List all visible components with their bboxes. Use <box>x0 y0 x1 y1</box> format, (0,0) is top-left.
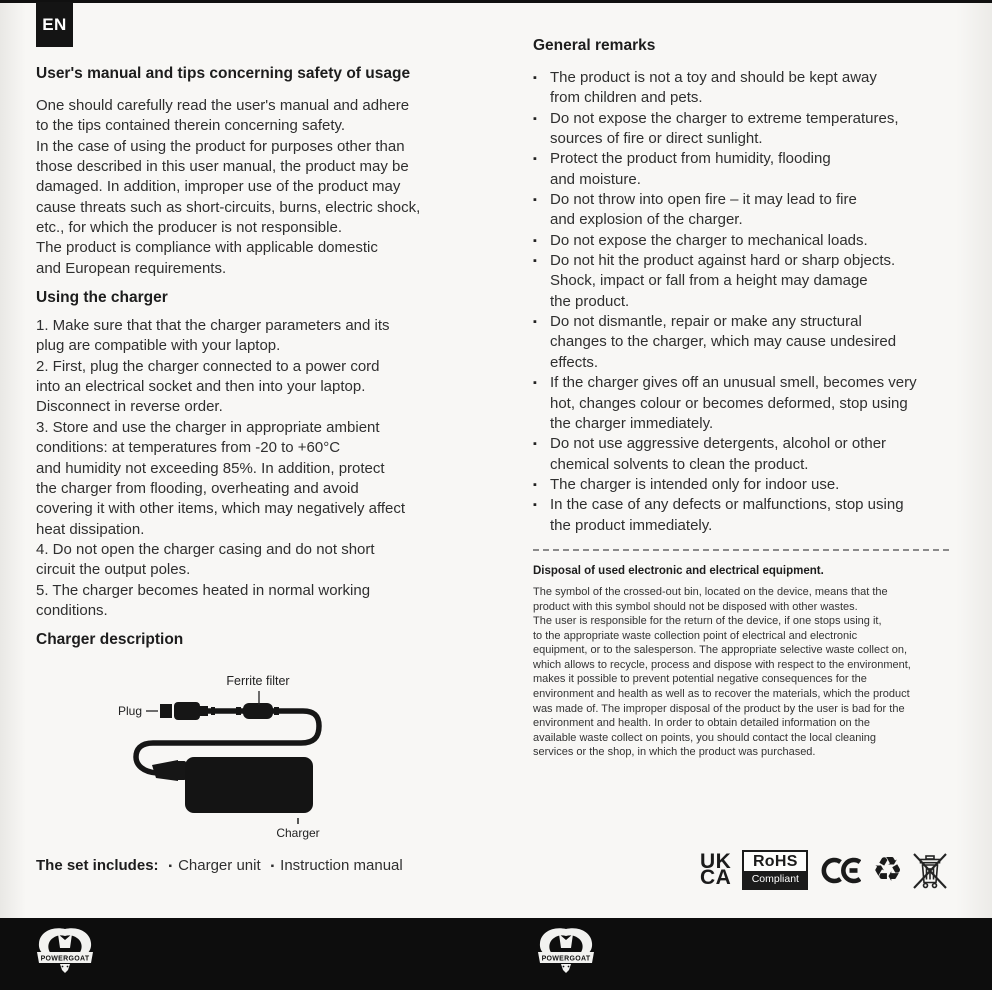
disposal-line: The symbol of the crossed-out bin, located on the device, means that the <box>533 585 888 598</box>
bullet-icon: ▪ <box>533 153 537 166</box>
bullet-icon: ▪ <box>533 478 537 491</box>
remark-text: The charger is intended only for indoor use. <box>550 475 840 493</box>
general-remarks-list <box>533 68 961 536</box>
remark-text: from children and pets. <box>550 89 703 107</box>
remark-text: and explosion of the charger. <box>550 211 743 229</box>
dc-connector-collar <box>176 761 186 780</box>
ce-mark-icon <box>821 855 861 886</box>
plug-body <box>174 702 200 720</box>
using-line: 3. Store and use the charger in appropriate ambient <box>36 418 380 436</box>
bullet-icon: ▪ <box>533 255 537 268</box>
remark-text: Protect the product from humidity, flooding <box>550 150 831 168</box>
dc-connector <box>152 760 178 781</box>
remark-line <box>533 88 961 108</box>
powergoat-wordmark: POWERGOAT <box>541 955 591 963</box>
using-line: into an electrical socket and then into your laptop. <box>36 378 366 396</box>
bullet-icon <box>533 414 550 434</box>
intro-line: In the case of using the product for purposes other than <box>36 137 405 155</box>
remark-line <box>533 190 961 210</box>
bullet-icon: ▪ <box>533 112 537 125</box>
remark-line <box>533 292 961 312</box>
language-badge: EN <box>36 2 73 47</box>
bullet-icon: ▪ <box>533 234 537 247</box>
powergoat-logo <box>537 926 595 974</box>
left-column <box>36 64 476 874</box>
bullet-icon: ▪ <box>270 861 275 873</box>
remark-line <box>533 312 961 332</box>
disposal-line: The user is responsible for the return of the device, if one stops using it, <box>533 615 882 628</box>
using-line: 5. The charger becomes heated in normal working <box>36 581 371 599</box>
remark-line <box>533 149 961 169</box>
top-edge-rule <box>0 0 992 3</box>
weee-crossed-bin-icon <box>912 848 948 892</box>
remark-text: In the case of any defects or malfunctions, stop using <box>550 496 904 514</box>
rohs-label: RoHS <box>752 853 798 870</box>
plug-label: Plug <box>117 704 142 719</box>
rohs-mark <box>742 850 808 890</box>
disposal-heading: Disposal of used electronic and electrical equipment. <box>533 564 824 577</box>
remark-text: and moisture. <box>550 170 641 188</box>
disposal-line: environment and health as well as to recover the materials, which the product <box>533 688 910 701</box>
remark-line <box>533 414 961 434</box>
bullet-icon <box>533 88 550 108</box>
remark-line <box>533 210 961 230</box>
ferrite-filter <box>243 703 273 719</box>
disposal-line: makes it possible to prevent potential negative consequences for the <box>533 673 867 686</box>
intro-line: those described in this user manual, the product may be <box>36 158 409 176</box>
using-line: Disconnect in reverse order. <box>36 398 223 416</box>
remark-text: Do not hit the product against hard or sharp objects. <box>550 252 896 270</box>
intro-line: One should carefully read the user's manual and adhere <box>36 97 410 114</box>
plug-tip <box>160 704 172 718</box>
cable-nub <box>211 707 215 715</box>
footer-bar <box>0 918 992 990</box>
intro-line: damaged. In addition, improper use of the product may <box>36 178 401 196</box>
set-includes-line <box>36 857 476 874</box>
remark-line <box>533 271 961 291</box>
bullet-icon <box>533 455 550 475</box>
using-line: and humidity not exceeding 85%. In addition, protect <box>36 459 385 477</box>
disposal-line: to the appropriate waste collection point of electrical and electronic <box>533 629 858 642</box>
compliance-marks <box>700 848 948 892</box>
remark-text: Do not throw into open fire – it may lead to fire <box>550 191 857 209</box>
remark-line <box>533 68 961 88</box>
using-line: 4. Do not open the charger casing and do not short <box>36 540 375 558</box>
bullet-icon <box>533 170 550 190</box>
charger-description-heading: Charger description <box>36 631 184 649</box>
remark-line <box>533 455 961 475</box>
bullet-icon: ▪ <box>533 377 537 390</box>
intro-paragraph <box>36 96 476 279</box>
using-line: conditions: at temperatures from -20 to +60°C <box>36 439 341 457</box>
remark-line <box>533 129 961 149</box>
ukca-mark <box>700 849 732 889</box>
bullet-icon <box>533 516 550 536</box>
disposal-line: product with this symbol should not be disposed with other wastes. <box>533 600 858 613</box>
remark-text: Do not expose the charger to mechanical loads. <box>550 231 868 249</box>
powergoat-logo <box>36 926 94 974</box>
bullet-icon: ▪ <box>533 316 537 329</box>
charger-label: Charger <box>276 826 320 841</box>
intro-line: etc., for which the producer is not responsible. <box>36 219 342 237</box>
using-line: 2. First, plug the charger connected to a power cord <box>36 357 380 375</box>
charger-brick <box>185 757 313 813</box>
set-item-2: Instruction manual <box>280 857 403 875</box>
remark-text: effects. <box>550 353 599 371</box>
disposal-line: which allows to recycle, process and dispose with respect to the environment, <box>533 658 911 671</box>
using-line: covering it with other items, which may negatively affect <box>36 500 406 518</box>
intro-line: and European requirements. <box>36 259 227 277</box>
remark-line <box>533 475 961 495</box>
recycling-icon: ♻ <box>872 850 903 890</box>
charger-diagram <box>90 660 390 845</box>
remark-line <box>533 251 961 271</box>
bullet-icon: ▪ <box>168 861 173 873</box>
remark-text: changes to the charger, which may cause undesired <box>550 333 897 351</box>
rohs-compliant-label: Compliant <box>744 871 806 888</box>
using-line: the charger from flooding, overheating and avoid <box>36 479 359 497</box>
using-line: heat dissipation. <box>36 520 145 538</box>
remark-text: Do not expose the charger to extreme temperatures, <box>550 109 899 127</box>
remark-text: hot, changes colour or becomes deformed, stop using <box>550 394 908 412</box>
disposal-line: services or the shop, in which the product was purchased. <box>533 746 816 759</box>
remark-line <box>533 109 961 129</box>
remark-text: Shock, impact or fall from a height may damage <box>550 272 868 290</box>
remark-text: the charger immediately. <box>550 414 714 432</box>
remark-line <box>533 332 961 352</box>
remark-line <box>533 516 961 536</box>
remark-line <box>533 394 961 414</box>
remark-text: sources of fire or direct sunlight. <box>550 130 763 148</box>
bullet-icon <box>533 271 550 291</box>
dashed-divider <box>533 549 949 551</box>
bullet-icon: ▪ <box>533 194 537 207</box>
intro-line: cause threats such as short-circuits, burns, electric shock, <box>36 198 421 216</box>
using-charger-list <box>36 316 476 621</box>
bullet-icon: ▪ <box>533 438 537 451</box>
disposal-line: equipment, or to the salesperson. The appropriate selective waste collect on, <box>533 644 908 657</box>
remark-text: the product. <box>550 292 630 310</box>
remark-text: Do not dismantle, repair or make any structural <box>550 313 862 331</box>
ferrite-nub-right <box>274 707 279 715</box>
right-column <box>533 36 961 760</box>
disposal-line: environment and health. In order to obtain detailed information on the <box>533 717 870 730</box>
bullet-icon: ▪ <box>533 499 537 512</box>
bullet-icon <box>533 394 550 414</box>
remark-line <box>533 231 961 251</box>
bullet-icon <box>533 129 550 149</box>
remark-line <box>533 434 961 454</box>
using-charger-heading: Using the charger <box>36 289 168 307</box>
remark-line <box>533 373 961 393</box>
ferrite-nub-left <box>236 707 241 715</box>
intro-line: The product is compliance with applicable domestic <box>36 239 378 257</box>
remark-text: chemical solvents to clean the product. <box>550 455 809 473</box>
bullet-icon <box>533 332 550 352</box>
remark-text: The product is not a toy and should be kept away <box>550 69 877 86</box>
using-line: conditions. <box>36 601 108 619</box>
disposal-paragraph <box>533 585 961 760</box>
using-line: 1. Make sure that that the charger parameters and its <box>36 317 390 335</box>
intro-line: to the tips contained therein concerning safety. <box>36 117 346 135</box>
remark-text: If the charger gives off an unusual smell, becomes very <box>550 374 917 392</box>
remark-line <box>533 495 961 515</box>
remark-line <box>533 170 961 190</box>
bullet-icon <box>533 292 550 312</box>
plug-nub <box>200 706 208 716</box>
bullet-icon <box>533 210 550 230</box>
general-remarks-heading: General remarks <box>533 37 656 54</box>
set-item-1: Charger unit <box>178 857 261 875</box>
ukca-bottom-text: CA <box>700 866 732 889</box>
disposal-line: available waste collect on points, you should contact the local cleaning <box>533 731 877 744</box>
remark-text: Do not use aggressive detergents, alcohol or other <box>550 435 887 453</box>
using-line: circuit the output poles. <box>36 561 191 579</box>
powergoat-wordmark: POWERGOAT <box>40 955 90 963</box>
left-title: User's manual and tips concerning safety of usage <box>36 65 411 82</box>
remark-text: the product immediately. <box>550 516 713 534</box>
remark-line <box>533 353 961 373</box>
using-line: plug are compatible with your laptop. <box>36 337 281 355</box>
bullet-icon: ▪ <box>533 72 537 84</box>
bullet-icon <box>533 353 550 373</box>
ukca-top-text: UK <box>700 849 732 873</box>
ferrite-filter-label: Ferrite filter <box>226 674 290 689</box>
set-includes-label: The set includes: <box>36 857 159 875</box>
disposal-line: was made of. The improper disposal of the product by the user is bad for the <box>533 702 905 715</box>
